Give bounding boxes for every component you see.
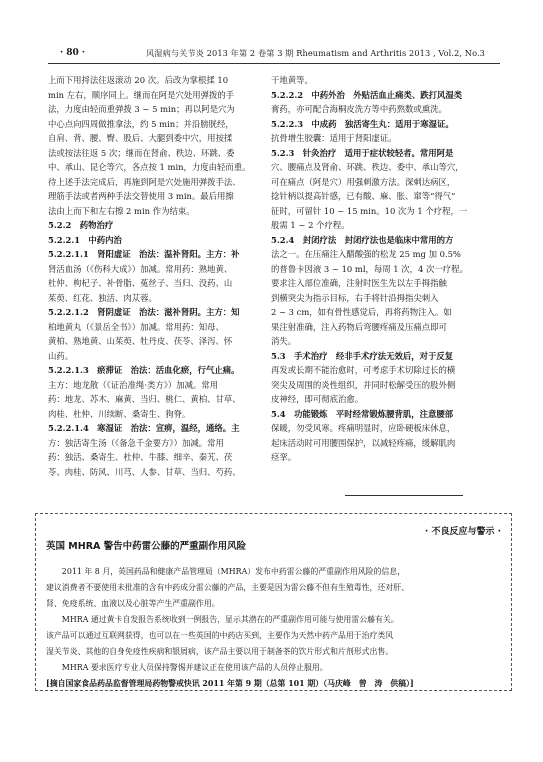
text-line: 膏药，亦可配合海桐皮洗方等中药熬数或熏洗。 [271,104,447,114]
text-line: 柏地黄丸（《景岳全书》）加减。常用药：知母、 [48,321,224,332]
page-number: · 80 · [60,48,86,58]
notice-paragraph-line: MHRA 要求医疗专业人员保持警惕并建议正在使用该产品的人员停止服用。 [61,663,328,672]
text-line: 保暖，勿受风寒。疼痛明显时，应卧硬板床休息， [271,423,456,433]
text-line: 法之一。在压痛注入醋酸强的松龙 25 mg 加 0.5% [271,249,461,259]
text-line: 5.2.2.1.3 瘀滞证 治法：活血化瘀，行气止痛。 [48,365,240,375]
text-line: 5.2.2.2 中药外治 外贴活血止痛类、跌打风湿类 [271,89,463,100]
notice-category-tag: · 不良反应与警示 · [424,527,501,537]
text-line: 黄柏、熟地黄、山茱萸、牡丹皮、茯苓、泽泻、怀 [48,336,233,346]
notice-source: [摘自国家食品药品监督管理局药物警戒快讯 2011 年第 9 期（总第 101 期）（马庆峰 曾 涛 供稿）] [46,679,414,688]
notice-paragraph-line: 肾、免疫系统、血液以及心脏等产生严重副作用。 [46,599,220,608]
text-line: 征时，可留针 10 ~ 15 min。10 次为 1 个疗程，一 [271,205,468,216]
text-line: 消失。 [271,336,297,346]
text-line: 捻针柄以提高针感，已有酸、麻、胀、窜等“得气” [271,191,456,201]
notice-paragraph-line: 建议消费者不要使用未批准的含有中药成分雷公藤的产品，主要是因为雷公藤不但有生殖毒性，还对肝、 [46,583,409,592]
text-line: 肾活血汤（《伤科大成》）加减。常用药：熟地黄、 [48,263,233,274]
text-line: 痉挛。 [271,452,297,462]
text-line: 起床活动时可用腰围保护，以减轻疼痛，缓解肌肉 [271,437,456,448]
text-line: 药：独活、桑寄生、杜仲、牛膝、细辛、秦艽、茯 [48,452,233,462]
text-line: 5.3 手术治疗 经非手术疗法无效后，对于反复 [271,350,454,361]
left-text-column [48,73,266,479]
text-line: 理筋手法或者两种手法交替使用 3 min。最后用擦 [48,191,234,201]
notice-paragraph-line: 该产品可以通过互联网获得，也可以在一些英国的中药店买到，主要作为天然中药产品用于治疗类风 [46,631,394,640]
text-line: 主方：地龙散（《证治准绳·类方》）加减。常用 [48,379,219,390]
text-line: 法，力度由轻而重弹拨 3 ~ 5 min；再以阿是穴为 [48,104,235,114]
notice-paragraph-line: 湿关节炎、其他的自身免疫性疾病和银屑病，该产品主要以用于制备茶的饮片形式和片剂形式出售。 [46,647,394,656]
journal-title: 风湿病与关节炎 2013 年第 2 卷第 3 期 Rheumatism and Arthritis 2013 , Vol.2, No.3 [146,48,485,58]
text-line: 2 ~ 3 cm，如有骨性感觉后，再将药物注入。如 [271,307,452,317]
text-line: 干地黄等。 [271,75,313,85]
text-line: 自肩、背、腰、臀、股后、大腿到委中穴，用按揉 [48,133,233,143]
text-line: 要求注入部位准确，注射时医生先以左手拇指触 [271,278,447,288]
text-line: 突尖及周围的炎性组织，并同时松解受压的股外侧 [271,379,456,390]
notice-title: 英国 MHRA 警告中药雷公藤的严重副作用风险 [46,541,247,552]
text-line: 中心点向四周做推拿法，约 5 min；并沿膀胱经， [48,118,234,129]
text-line: 5.2.2 药物治疗 [48,220,114,230]
text-line: 的普鲁卡因液 3 ~ 10 ml，每周 1 次，4 次一疗程。 [271,263,468,274]
section-end-rule [345,495,463,496]
text-line: 5.2.3 针灸治疗 适用于症状较轻者。常用阿是 [271,147,454,158]
text-line: 茱萸、红花、独活、肉苁蓉。 [48,292,157,303]
notice-body [46,564,504,692]
text-line: 5.2.2.3 中成药 独活寄生丸：适用于寒湿证。 [271,118,454,129]
text-line: 5.2.2.1 中药内治 [48,234,122,245]
text-line: 穴、腰痛点及肾俞、环跳、秩边、委中、承山等穴， [271,162,464,172]
text-line: min 左右，顺序同上。继而在阿是穴处用弹拨的手 [48,89,235,100]
text-line: 法或按法往返 5 次；继而在肾俞、秩边、环跳、委 [48,147,235,158]
text-line: 皮神经，即可彻底治愈。 [271,394,364,404]
text-line: 般需 1 ~ 2 个疗程。 [271,220,350,230]
text-line: 到横突尖为指示目标，右手将针沿拇指尖刺入 [271,292,439,303]
notice-paragraph-line: 2011 年 8 月，英国药品和健康产品管理局（MHRA）发布中药雷公藤的严重副作用风险的信息， [61,567,406,576]
text-line: 抗骨增生胶囊：适用于肾阳虚证。 [271,133,397,143]
text-line: 果注射准确，注入药物后弯腰疼痛及压痛点即可 [271,321,447,332]
text-line: 上而下用捋法往返滚动 20 次。后改为掌根揉 10 [48,75,229,85]
text-line: 5.2.4 封闭疗法 封闭疗法也是临床中常用的方 [271,234,454,245]
notice-paragraph-line: MHRA 通过黄卡自发报告系统收到一例报告，显示其潜在的严重副作用可能与使用雷公藤有关。 [61,615,399,624]
text-line: 药：地龙、苏木、麻黄、当归、桃仁、黄柏、甘草、 [48,394,241,404]
text-line: 5.2.2.1.1 肾阳虚证 治法：温补肾阳。主方：补 [48,249,240,259]
text-line: 杜仲、枸杞子、补骨脂、菟丝子、当归、没药、山 [48,278,233,288]
text-line: 再发或长期不能治愈时，可考虑手术切除过长的横 [271,365,456,375]
text-line: 苓、肉桂、防风、川芎、人参、甘草、当归、芍药、 [48,466,241,477]
text-line: 方：独活寄生汤（《备急千金要方》）加减。常用 [48,437,224,448]
text-line: 5.4 功能锻炼 平时经常锻炼腰背肌，注意腰部 [271,408,454,419]
text-line: 可在痛点（阿是穴）用强刺激方法。深刺达病区， [271,176,456,187]
text-line: 中、承山、昆仑等穴，各点按 1 min，力度由轻而重。 [48,162,251,172]
adverse-reaction-notice-box [35,513,512,691]
text-line: 山药。 [48,350,74,361]
text-line: 5.2.2.1.2 肾阴虚证 治法：滋补肾阴。主方：知 [48,307,240,317]
text-line: 法由上而下和左右擦 2 min 作为结束。 [48,205,195,216]
text-line: 待上述手法完成后，再施到阿是穴处施用弹拨手法、 [48,176,241,187]
running-header [48,43,500,64]
right-text-column [271,73,499,465]
text-line: 5.2.2.1.4 寒湿证 治法：宣痹，温经，通络。主 [48,423,240,433]
text-line: 肉桂、杜仲、川续断、桑寄生、狗脊。 [48,408,191,419]
